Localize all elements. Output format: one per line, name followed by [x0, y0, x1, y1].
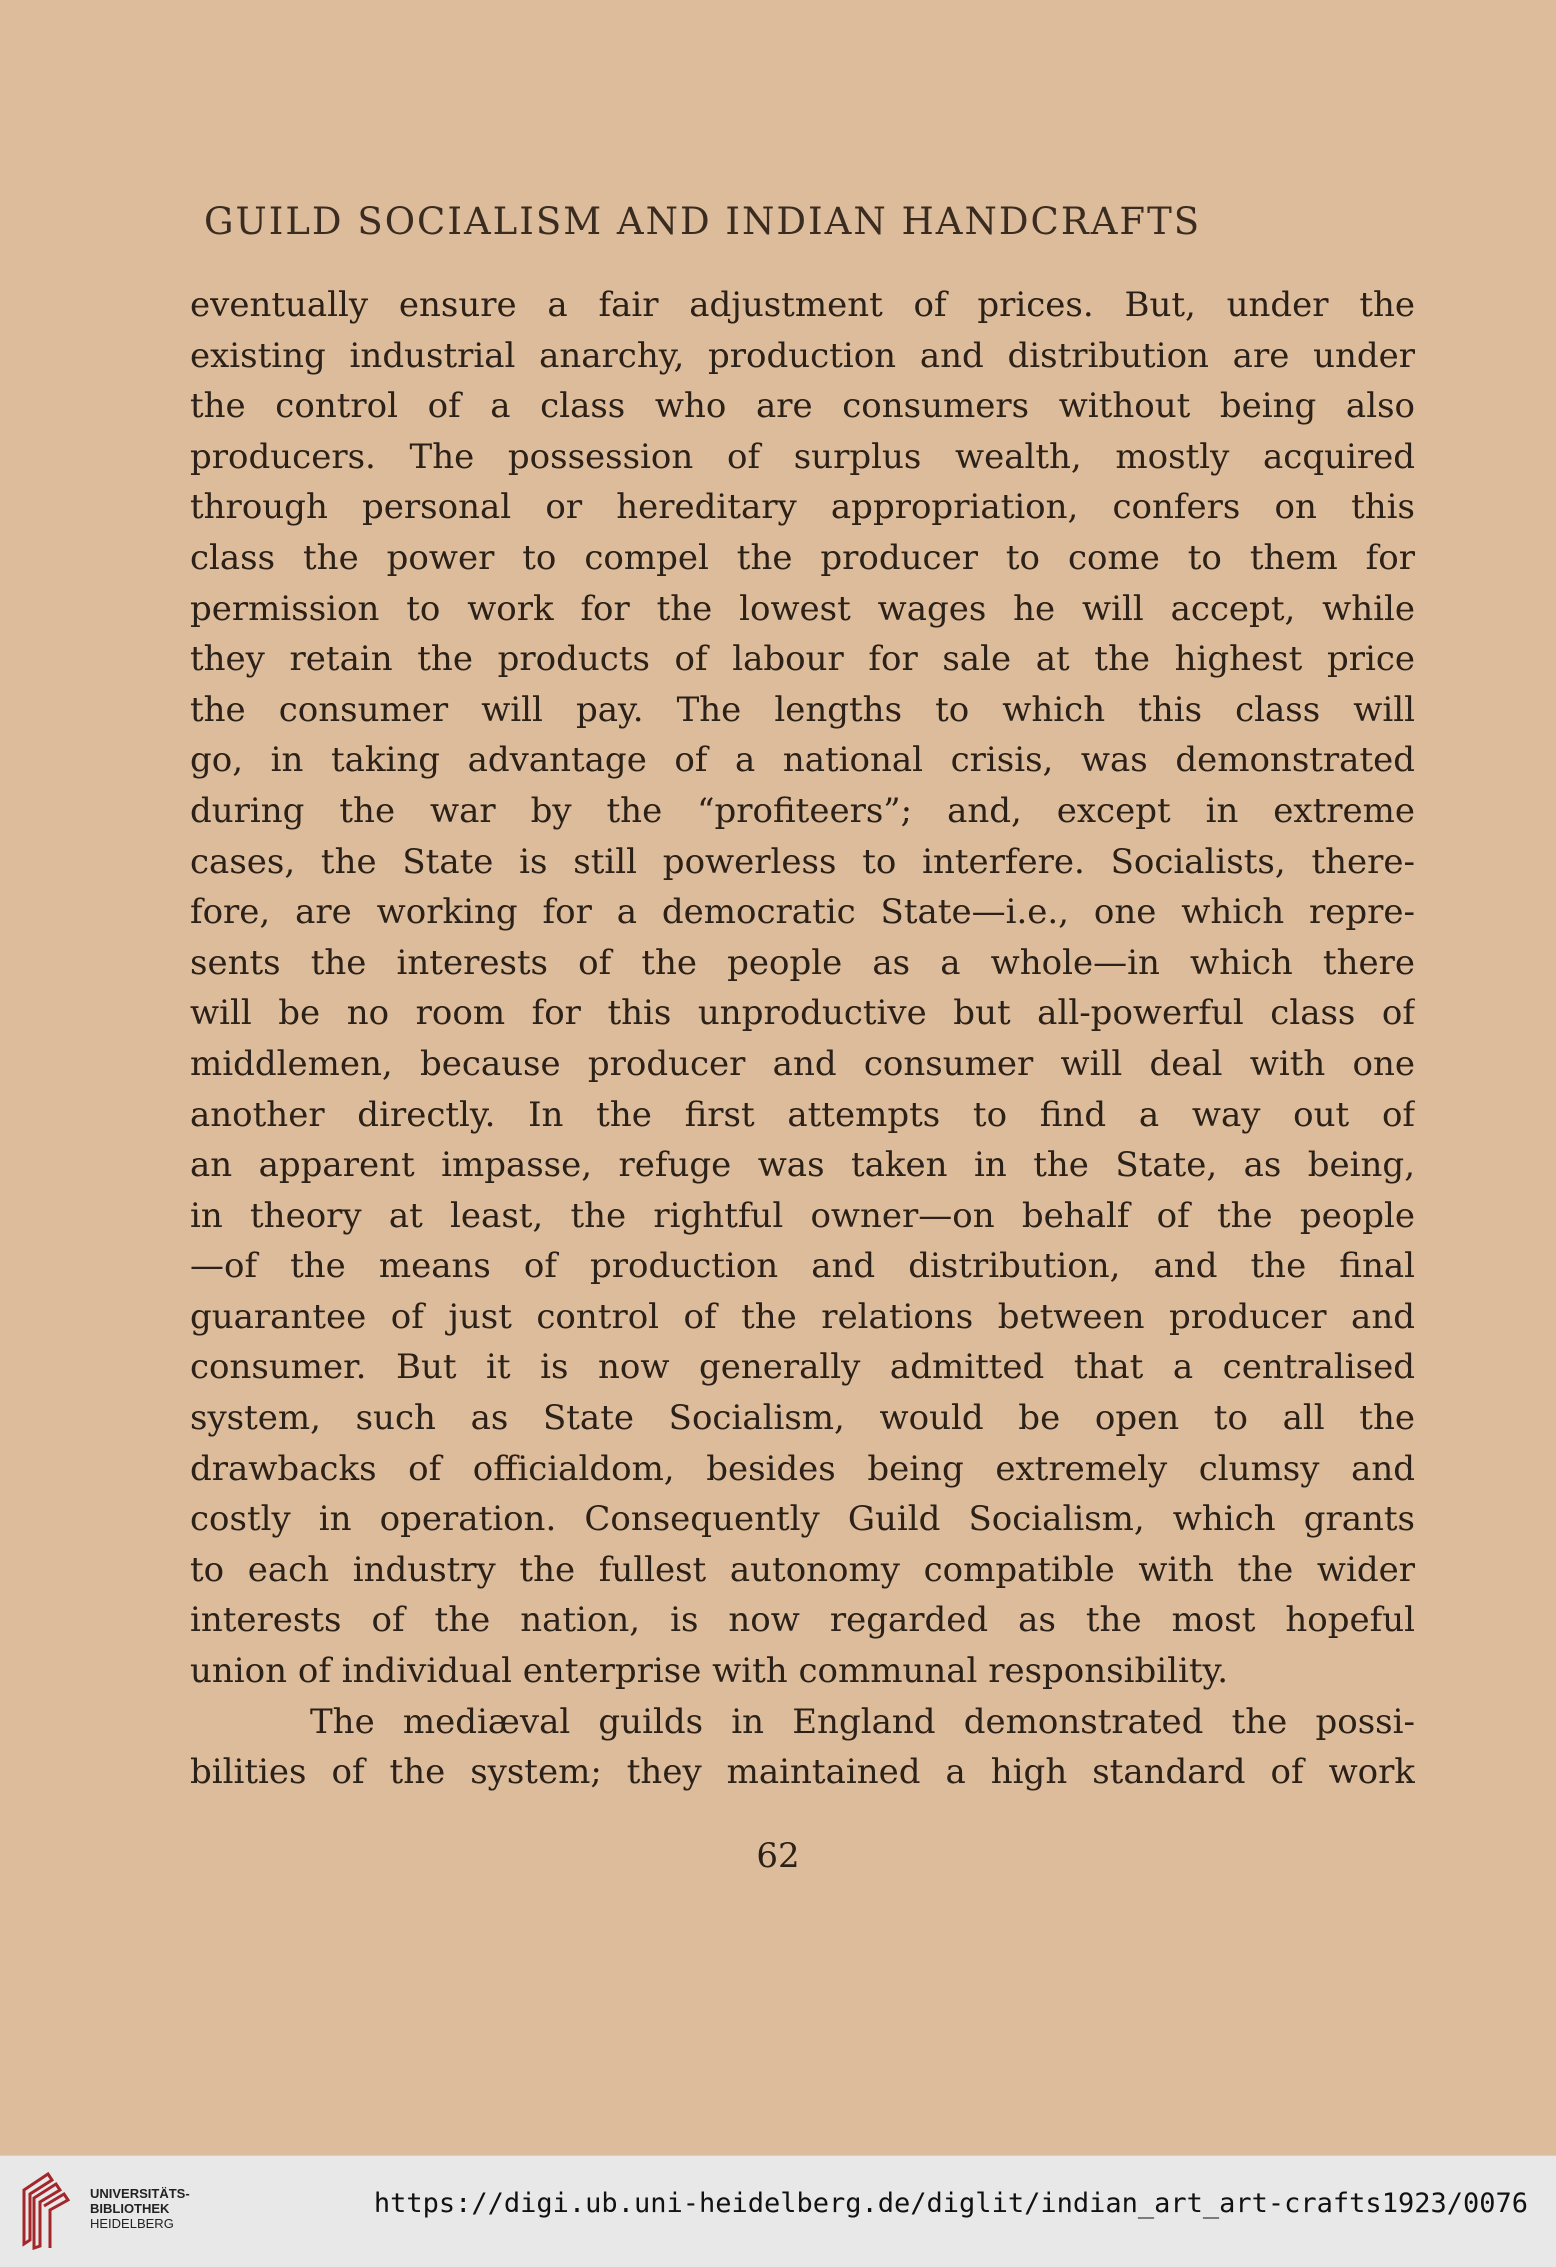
text-line: sents the interests of the people as a whole—in which there: [190, 942, 1415, 983]
running-head: GUILD SOCIALISM AND INDIAN HANDCRAFTS: [204, 200, 1202, 243]
library-name-line: UNIVERSITÄTS-: [90, 2186, 190, 2201]
text-line: go, in taking advantage of a national crisis, was demonstrated: [190, 740, 1415, 781]
library-logo-icon: [18, 2170, 76, 2250]
text-line: —of the means of production and distribution, and the final: [190, 1246, 1415, 1287]
text-line: another directly. In the first attempts to find a way out of: [190, 1094, 1415, 1135]
text-line: the consumer will pay. The lengths to which this class will: [190, 689, 1415, 730]
text-line: will be no room for this unproductive but all-powerful class of: [190, 993, 1415, 1034]
text-line: permission to work for the lowest wages he will accept, while: [190, 588, 1415, 629]
text-line: existing industrial anarchy, production and distribution are under: [190, 335, 1415, 376]
text-line: during the war by the “profiteers”; and, except in extreme: [190, 790, 1415, 831]
text-line: class the power to compel the producer to come to them for: [190, 537, 1415, 578]
text-line: middlemen, because producer and consumer will deal with one: [190, 1043, 1415, 1084]
text-line: drawbacks of officialdom, besides being extremely clumsy and: [190, 1448, 1415, 1489]
page-number: 62: [756, 1836, 800, 1876]
footer-bar: [0, 2155, 1556, 2267]
text-line: The mediæval guilds in England demonstrated the possi-: [310, 1701, 1415, 1742]
library-name: [90, 2186, 190, 2231]
text-line: consumer. But it is now generally admitted that a centralised: [190, 1347, 1415, 1388]
text-line: costly in operation. Consequently Guild Socialism, which grants: [190, 1499, 1415, 1540]
text-line: they retain the products of labour for sale at the highest price: [190, 639, 1415, 680]
source-url-link[interactable]: https://digi.ub.uni-heidelberg.de/diglit/indian_art_art-crafts1923/0076: [373, 2188, 1528, 2219]
text-line: interests of the nation, is now regarded as the most hopeful: [190, 1600, 1415, 1641]
text-line: fore, are working for a democratic State—i.e., one which repre-: [190, 892, 1415, 933]
text-line: system, such as State Socialism, would be open to all the: [190, 1398, 1415, 1439]
text-line: in theory at least, the rightful owner—on behalf of the people: [190, 1195, 1415, 1236]
text-line: through personal or hereditary appropriation, confers on this: [190, 487, 1415, 528]
body-text: [190, 280, 1415, 1798]
text-line: bilities of the system; they maintained a high standard of work: [190, 1752, 1415, 1793]
text-line: union of individual enterprise with communal responsibility.: [190, 1651, 1229, 1692]
text-line: cases, the State is still powerless to interfere. Socialists, there-: [190, 841, 1415, 882]
text-line: producers. The possession of surplus wealth, mostly acquired: [190, 436, 1415, 477]
text-line: guarantee of just control of the relations between producer and: [190, 1296, 1415, 1337]
library-name-line: BIBLIOTHEK: [90, 2201, 170, 2216]
text-line: the control of a class who are consumers without being also: [190, 386, 1415, 427]
text-line: an apparent impasse, refuge was taken in the State, as being,: [190, 1145, 1415, 1186]
text-line: eventually ensure a fair adjustment of prices. But, under the: [190, 285, 1415, 325]
text-line: to each industry the fullest autonomy compatible with the wider: [190, 1549, 1415, 1590]
library-city: HEIDELBERG: [90, 2216, 174, 2231]
